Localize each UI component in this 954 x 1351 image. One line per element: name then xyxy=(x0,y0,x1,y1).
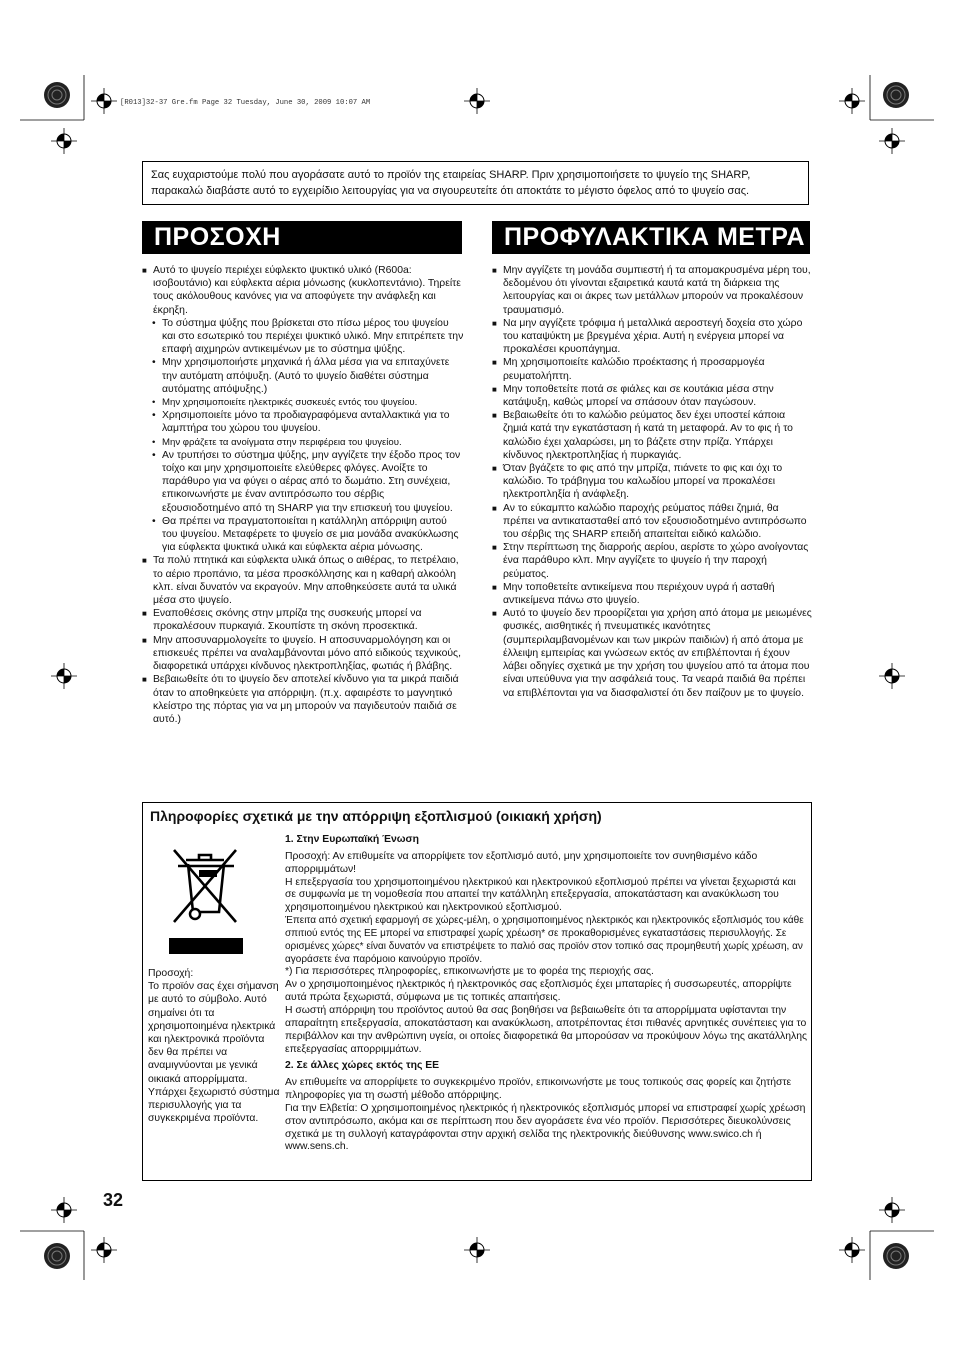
non-eu-section-title: 2. Σε άλλες χώρες εκτός της ΕΕ xyxy=(285,1060,440,1072)
disposal-note xyxy=(148,967,280,1125)
list-item: ■ Βεβαιωθείτε ότι το καλώδιο ρεύματος δεν έχει υποστεί κάποια ζημιά κατά την εγκατάσταση ή κατά τη μεταφορά. Αν το φις ή το καλώδιο έχει χαλαρώσει, μη το βάζετε στην πρίζα. Υπάρχει κίνδυνος ηλεκτροπληξίας ή πυρκαγιάς. xyxy=(492,409,812,462)
paragraph: Έπειτα από σχετική εφαρμογή σε χώρες-μέλη, ο χρησιμοποιημένος ηλεκτρικός και ηλεκτρονικός εξοπλισμός του κάθε σπιτιού εντός της ΕΕ μπορεί να επιστραφεί χωρίς χρέωση* σε προκαθορισμένες εγκαταστάσεις περισυλλογής. Σε ορισμένες χώρες* είναι δυνατόν να επιστρέψετε το παλιό σας προϊόν στον τοπικό σας προμηθευτή χωρίς χρέωση, αν αγοράσετε ένα παρόμοιο καινούργιο προϊόν. xyxy=(285,915,804,965)
list-item: ■ Μη χρησιμοποιείτε καλώδιο προέκτασης ή προσαρμογέα ρευματολήπτη. xyxy=(492,356,812,382)
list-item: • Αν τρυπήσει το σύστημα ψύξης, μην αγγίζετε την έξοδο προς τον τοίχο και μην χρησιμοποιείτε ελεύθερες φλόγες. Ανοίξτε το παράθυρο για να φύγει ο αέρας από το δωμάτιο. Στη συνέχεια, επικοινωνήστε με έναν αντιπρόσωπο του σέρβις εξουσιοδοτημένο από τη SHARP για την επισκευή του ψυγείου. xyxy=(142,449,464,515)
disposal-note-text: Το προϊόν σας έχει σήμανση με αυτό το σύμβολο. Αυτό σημαίνει ότι τα χρησιμοποιημένα ηλεκτρικά και ηλεκτρονικά προϊόντα δεν θα πρέπει να αναμιγνύονται με γενικά οικιακά απορρίμματα. Υπάρχει ξεχωριστό σύστημα περισυλλογής για τα συγκεκριμένα προϊόντα. xyxy=(148,981,280,1125)
list-item: ■ Όταν βγάζετε το φις από την μπρίζα, πιάνετε το φις και όχι το καλώδιο. Το τράβηγμα του καλωδίου μπορεί να προκαλέσει ηλεκτροπληξία ή ανάφλεξη. xyxy=(492,462,812,502)
disposal-note-label: Προσοχή: xyxy=(148,968,194,979)
list-item: ■ Αυτό το ψυγείο δεν προορίζεται για χρήση από άτομα με μειωμένες φυσικές, αισθητικές ή πνευματικές ικανότητες (συμπεριλαμβανομένων και των μικρών παιδιών) ή από άτομα με έλλειψη εμπειρίας και γνώσεων εκτός αν επιβλέπονται ή έχουν λάβει οδηγίες σχετικά με την χρήση του ψυγείου από τα άτομα που είναι υπεύθυνα για την ασφάλειά τους. Τα νεαρά παιδιά θα πρέπει να επιβλέπονται για να διασφαλιστεί ότι δεν παίζουν με το ψυγείο. xyxy=(492,607,812,699)
list-item: ■ Μην αγγίζετε τη μονάδα συμπιεστή ή τα απομακρυσμένα μέρη του, δεδομένου ότι γίνονται εξαιρετικά καυτά κατά τη διάρκεια της λειτουργίας και οι άκρες των μετάλλων μπορούν να προκαλέσουν τραυματισμό. xyxy=(492,264,812,317)
list-item: • Το σύστημα ψύξης που βρίσκεται στο πίσω μέρος του ψυγείου και στο εσωτερικό του περιέχει ψυκτικό υλικό. Μην επιτρέπετε την επαφή αιχμηρών αντικειμένων με το σύστημα ψύξης. xyxy=(142,317,464,357)
paragraph: *) Για περισσότερες πληροφορίες, επικοινωνήστε με το φορέα της περιοχής σας. xyxy=(285,966,654,978)
precautions-heading: ΠΡΟΦΥΛΑΚΤΙΚΑ ΜΕΤΡΑ xyxy=(492,221,810,254)
list-item: • Θα πρέπει να πραγματοποιείται η κατάλληλη απόρριψη αυτού του ψυγείου. Μεταφέρετε το ψυγείο σε μια μονάδα ανακύκλωσης για εύφλεκτα ψυκτικά υλικά και εύφλεκτα αέρια μόνωσης. xyxy=(142,515,464,555)
crossed-out-wheelie-bin-icon xyxy=(166,838,246,958)
list-item: • Χρησιμοποιείτε μόνο τα προδιαγραφόμενα ανταλλακτικά για το λαμπτήρα του χώρου του ψυγείου. xyxy=(142,409,464,435)
caution-list xyxy=(142,264,464,726)
paragraph: Προσοχή: Αν επιθυμείτε να απορρίψετε τον εξοπλισμό αυτό, μην χρησιμοποιείτε τον συνηθισμένο κάδο απορριμμάτων! xyxy=(285,850,758,875)
list-item: ■ Μην τοποθετείτε αντικείμενα που περιέχουν υγρά ή ασταθή αντικείμενα πάνω στο ψυγείο. xyxy=(492,581,812,607)
disposal-title: Πληροφορίες σχετικά με την απόρριψη εξοπλισμού (οικιακή χρήση) xyxy=(150,808,602,824)
list-item: ■ Μην αποσυναρμολογείτε το ψυγείο. Η αποσυναρμολόγηση και οι επισκευές πρέπει να αναλαμβάνονται μόνο από ειδικούς τεχνικούς, διαφορετικά υπάρχει κίνδυνος ηλεκτροπληξίας, φωτιάς ή βλάβης. xyxy=(142,634,464,674)
list-item: ■ Στην περίπτωση της διαρροής αερίου, αερίστε το χώρο ανοίγοντας ένα παράθυρο κλπ. Μην αγγίζετε το ψυγείο ή την παροχή ρεύματος. xyxy=(492,541,812,581)
paragraph: Για την Ελβετία: Ο χρησιμοποιημένος ηλεκτρικός ή ηλεκτρονικός εξοπλισμός μπορεί να επιστραφεί χωρίς χρέωση στον αντιπρόσωπο, ακόμα και σε περίπτωση που δεν αγοράσετε ένα νέο προϊόν. Περισσότερες διευκολύνσεις σχετικά με τη συλλογή καταγράφονται στην αρχική σελίδα της ηλεκτρονικής διεύθυνσης www.swico.ch ή www.sens.ch. xyxy=(285,1102,806,1153)
list-item: • Μην χρησιμοποιείτε ηλεκτρικές συσκευές εντός του ψυγείου. xyxy=(142,396,464,409)
eu-section-title: 1. Στην Ευρωπαϊκή Ένωση xyxy=(285,834,419,845)
paragraph: Η σωστή απόρριψη του προϊόντος αυτού θα σας βοηθήσει να βεβαιωθείτε ότι τα απορρίμματα υφίστανται την απαραίτητη επεξεργασία, αποκατάσταση και ανακύκλωση, αποτρέποντας έτσι πιθανές αρνητικές συνέπειες για το περιβάλλον και την ανθρώπινη υγεία, οι οποίες διαφορετικά θα μπορούσαν να προκύψουν λόγω της ακατάλληλης επεξεργασίας απορριμμάτων. xyxy=(285,1004,808,1055)
caution-heading: ΠΡΟΣΟΧΗ xyxy=(142,221,462,254)
paragraph: Η επεξεργασία του χρησιμοποιημένου ηλεκτρικού και ηλεκτρονικού εξοπλισμού πρέπει να γίνεται ξεχωριστά και σε συμφωνία με τη νομοθεσία που απαιτεί την κατάλληλη επεξεργασία, αποκατάσταση και ανακύκλωση του χρησιμοποιημένου ηλεκτρικού και ηλεκτρονικού εξοπλισμού. xyxy=(285,876,796,914)
list-item: ■ Αυτό το ψυγείο περιέχει εύφλεκτο ψυκτικό υλικό (R600a: ισοβουτάνιο) και εύφλεκτα αέρια μόνωσης (κυκλοπεντάνιο). Τηρείτε τους ακόλουθους κανόνες για να αποφύγετε την ανάφλεξη και έκρηξη. xyxy=(142,264,464,317)
list-item: • Μην φράζετε τα ανοίγματα στην περιφέρεια του ψυγείου. xyxy=(142,436,464,449)
disposal-details xyxy=(285,834,809,1154)
paragraph: Αν ο χρησιμοποιημένος ηλεκτρικός ή ηλεκτρονικός σας εξοπλισμός έχει μπαταρίες ή συσσωρευτές, απορρίψτε αυτά πρώτα ξεχωριστά, σύμφωνα με τις τοπικές απαιτήσεις. xyxy=(285,979,792,1004)
list-item: ■ Μην τοποθετείτε ποτά σε φιάλες και σε κουτάκια μέσα στην κατάψυξη, καθώς μπορεί να σπάσουν όταν παγώσουν. xyxy=(492,383,812,409)
paragraph: Αν επιθυμείτε να απορρίψετε το συγκεκριμένο προϊόν, επικοινωνήστε με τους τοπικούς σας φορείς και ζητήστε πληροφορίες για τη σωστή μέθοδο απόρριψης. xyxy=(285,1077,792,1102)
list-item: ■ Εναποθέσεις σκόνης στην μπρίζα της συσκευής μπορεί να προκαλέσουν πυρκαγιά. Σκουπίστε τη σκόνη προσεκτικά. xyxy=(142,607,464,633)
page-number: 32 xyxy=(103,1190,124,1210)
print-header: [R013]32-37 Gre.fm Page 32 Tuesday, June 30, 2009 10:07 AM xyxy=(120,99,371,107)
list-item: ■ Να μην αγγίζετε τρόφιμα ή μεταλλικά αεροστεγή δοχεία στο χώρο του καταψύκτη με βρεγμένα χέρια. Αυτή η ενέργεια μπορεί να προκαλέσει κρυοπάγημα. xyxy=(492,317,812,357)
list-item: ■ Αν το εύκαμπτο καλώδιο παροχής ρεύματος πάθει ζημιά, θα πρέπει να αντικατασταθεί από τον εξουσιοδοτημένο αντιπρόσωπο του σέρβις της SHARP επειδή απαιτείται ειδικό καλώδιο. xyxy=(492,502,812,542)
precautions-list xyxy=(492,264,812,700)
intro-text: Σας ευχαριστούμε πολύ που αγοράσατε αυτό το προϊόν της εταιρείας SHARP. Πριν χρησιμοποιήσετε το ψυγείο της SHARP, παρακαλώ διαβάστε αυτό το εγχειρίδιο λειτουργίας για να σιγουρευτείτε ότι αποκτάτε το μέγιστο όφελος από το ψυγείο σας. xyxy=(142,161,809,205)
list-item: ■ Βεβαιωθείτε ότι το ψυγείο δεν αποτελεί κίνδυνο για τα μικρά παιδιά όταν το αποθηκεύετε για απόρριψη. (π.χ. αφαιρέστε το μαγνητικό κλείστρο της πόρτας για να μη μπορούν να παγιδευτούν παιδιά σε αυτό.) xyxy=(142,673,464,726)
list-item: ■ Τα πολύ πτητικά και εύφλεκτα υλικά όπως ο αιθέρας, το πετρέλαιο, το αέριο προπάνιο, τα μέσα προσκόλλησης και η καθαρή αλκοόλη κλπ. είναι δυνατόν να εκραγούν. Μην αποθηκεύσετε αυτά τα υλικά μέσα στο ψυγείο. xyxy=(142,554,464,607)
list-item: • Μην χρησιμοποιήστε μηχανικά ή άλλα μέσα για να επιταχύνετε την αυτόματη απόψυξη. (Αυτό το ψυγείο διαθέτει σύστημα αυτόματης απόψυξης.) xyxy=(142,356,464,396)
